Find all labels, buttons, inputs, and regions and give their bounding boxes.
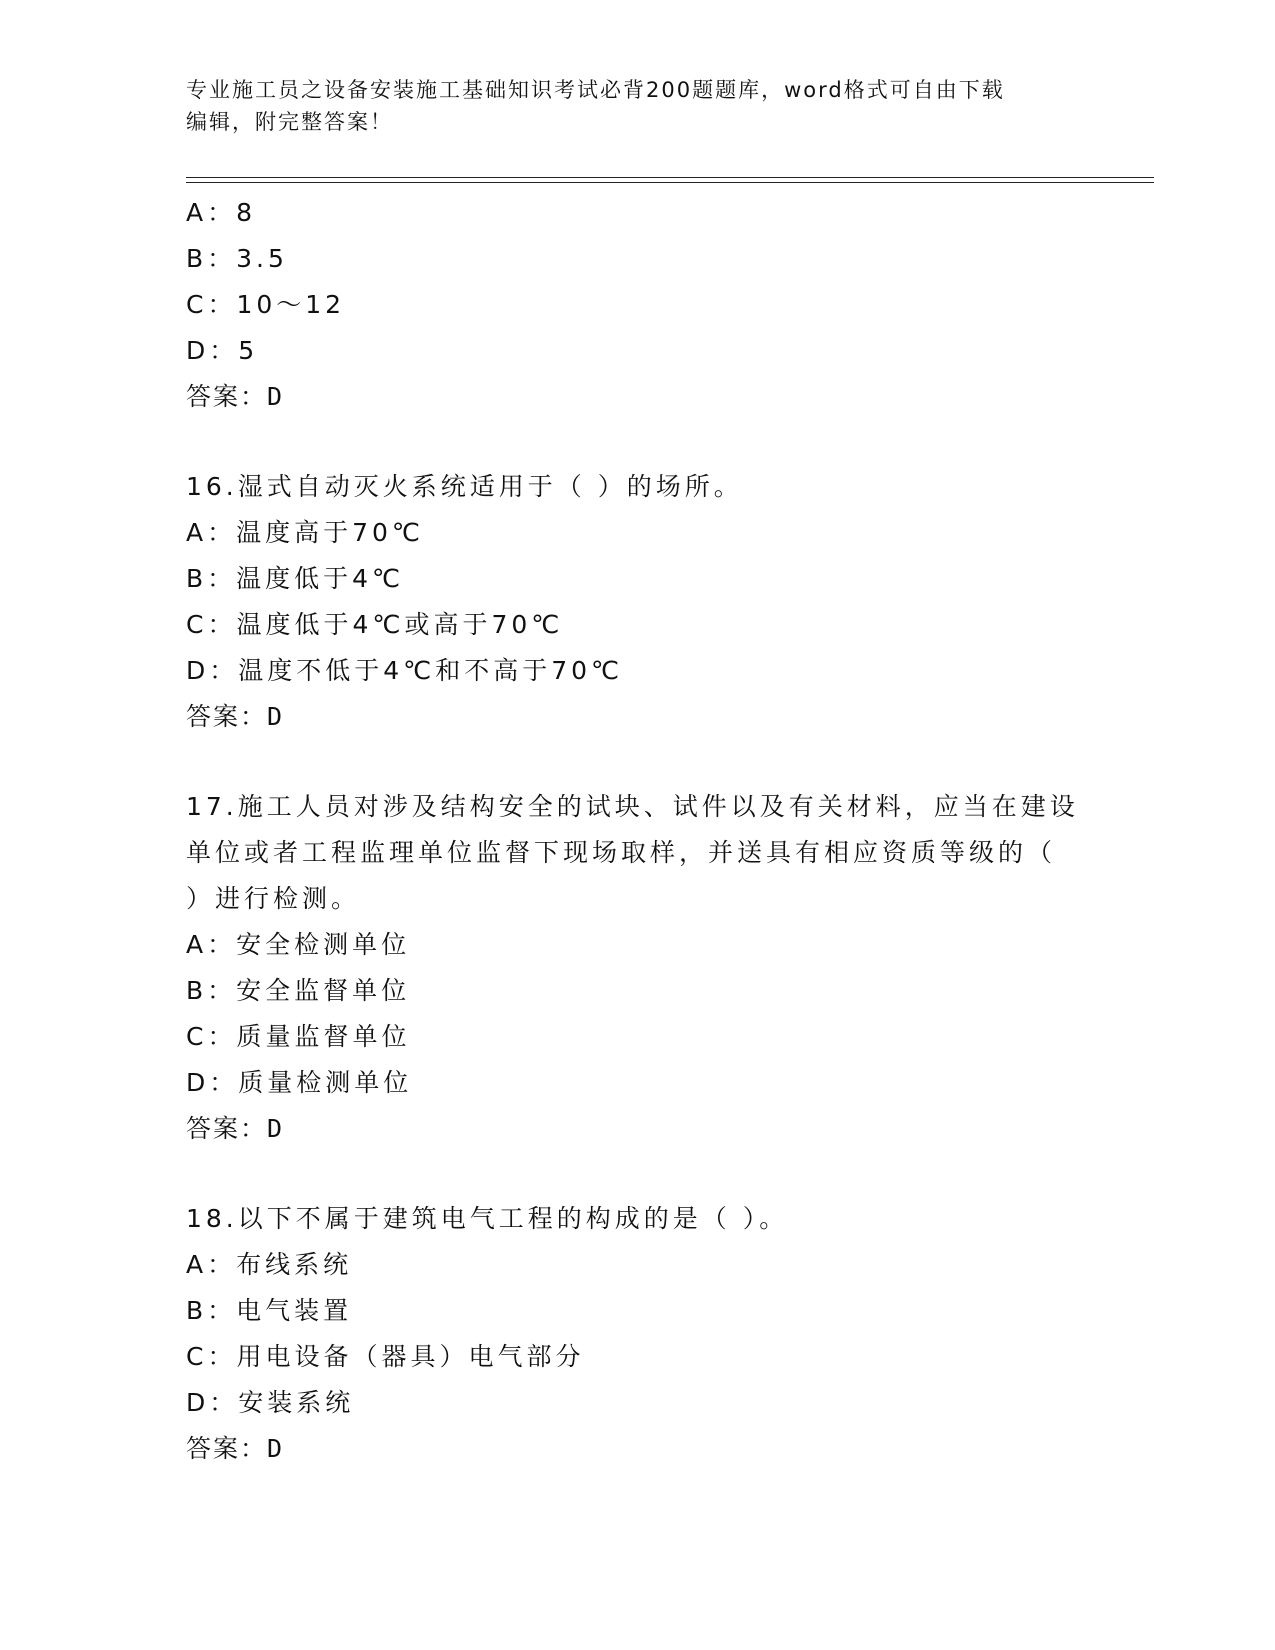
header-rule-bottom (186, 182, 1154, 183)
answer-line (186, 1426, 1086, 1472)
option-a: A：安全检测单位 (186, 930, 411, 959)
answer-line (186, 374, 1086, 420)
question-18 (186, 1196, 1086, 1472)
question-stem-line-1: 17.施工人员对涉及结构安全的试块、试件以及有关材料，应当在建设 (186, 792, 1079, 821)
header-rule-top (186, 177, 1154, 178)
option-d: D：温度不低于4℃和不高于70℃ (186, 656, 624, 685)
answer-label: 答案： (186, 1114, 268, 1143)
option-b: B：3.5 (186, 244, 288, 273)
answer-value: D (267, 1114, 285, 1143)
spacer (186, 1152, 1086, 1196)
option-c: C：10～12 (186, 290, 346, 319)
question-stem-line-3: ）进行检测。 (186, 884, 361, 913)
answer-label: 答案： (186, 382, 268, 411)
option-d: D：安装系统 (186, 1388, 355, 1417)
answer-label: 答案： (186, 1434, 268, 1463)
question-stem-line-2: 单位或者工程监理单位监督下现场取样，并送具有相应资质等级的（ (186, 838, 1057, 867)
answer-line (186, 694, 1086, 740)
option-d: D：5 (186, 336, 259, 365)
option-c: C：用电设备（器具）电气部分 (186, 1342, 585, 1371)
question-17 (186, 784, 1086, 1152)
answer-value: D (267, 702, 285, 731)
option-a: A：温度高于70℃ (186, 518, 424, 547)
spacer (186, 420, 1086, 464)
question-stem: 18.以下不属于建筑电气工程的构成的是（ ）。 (186, 1204, 789, 1233)
answer-value: D (267, 382, 285, 411)
document-header (186, 74, 1086, 138)
option-b: B：温度低于4℃ (186, 564, 405, 593)
option-a: A：8 (186, 198, 257, 227)
answer-line (186, 1106, 1086, 1152)
option-d: D：质量检测单位 (186, 1068, 413, 1097)
option-a: A：布线系统 (186, 1250, 353, 1279)
option-c: C：温度低于4℃或高于70℃ (186, 610, 564, 639)
option-b: B：安全监督单位 (186, 976, 411, 1005)
answer-label: 答案： (186, 702, 268, 731)
question-15 (186, 190, 1086, 420)
question-stem: 16.湿式自动灭火系统适用于（ ）的场所。 (186, 472, 743, 501)
answer-value: D (267, 1434, 285, 1463)
header-line-1: 专业施工员之设备安装施工基础知识考试必背200题题库，word格式可自由下载 (186, 78, 1005, 102)
header-line-2: 编辑，附完整答案！ (186, 110, 393, 134)
spacer (186, 740, 1086, 784)
question-16 (186, 464, 1086, 740)
question-list (186, 190, 1086, 1472)
option-b: B：电气装置 (186, 1296, 353, 1325)
option-c: C：质量监督单位 (186, 1022, 411, 1051)
